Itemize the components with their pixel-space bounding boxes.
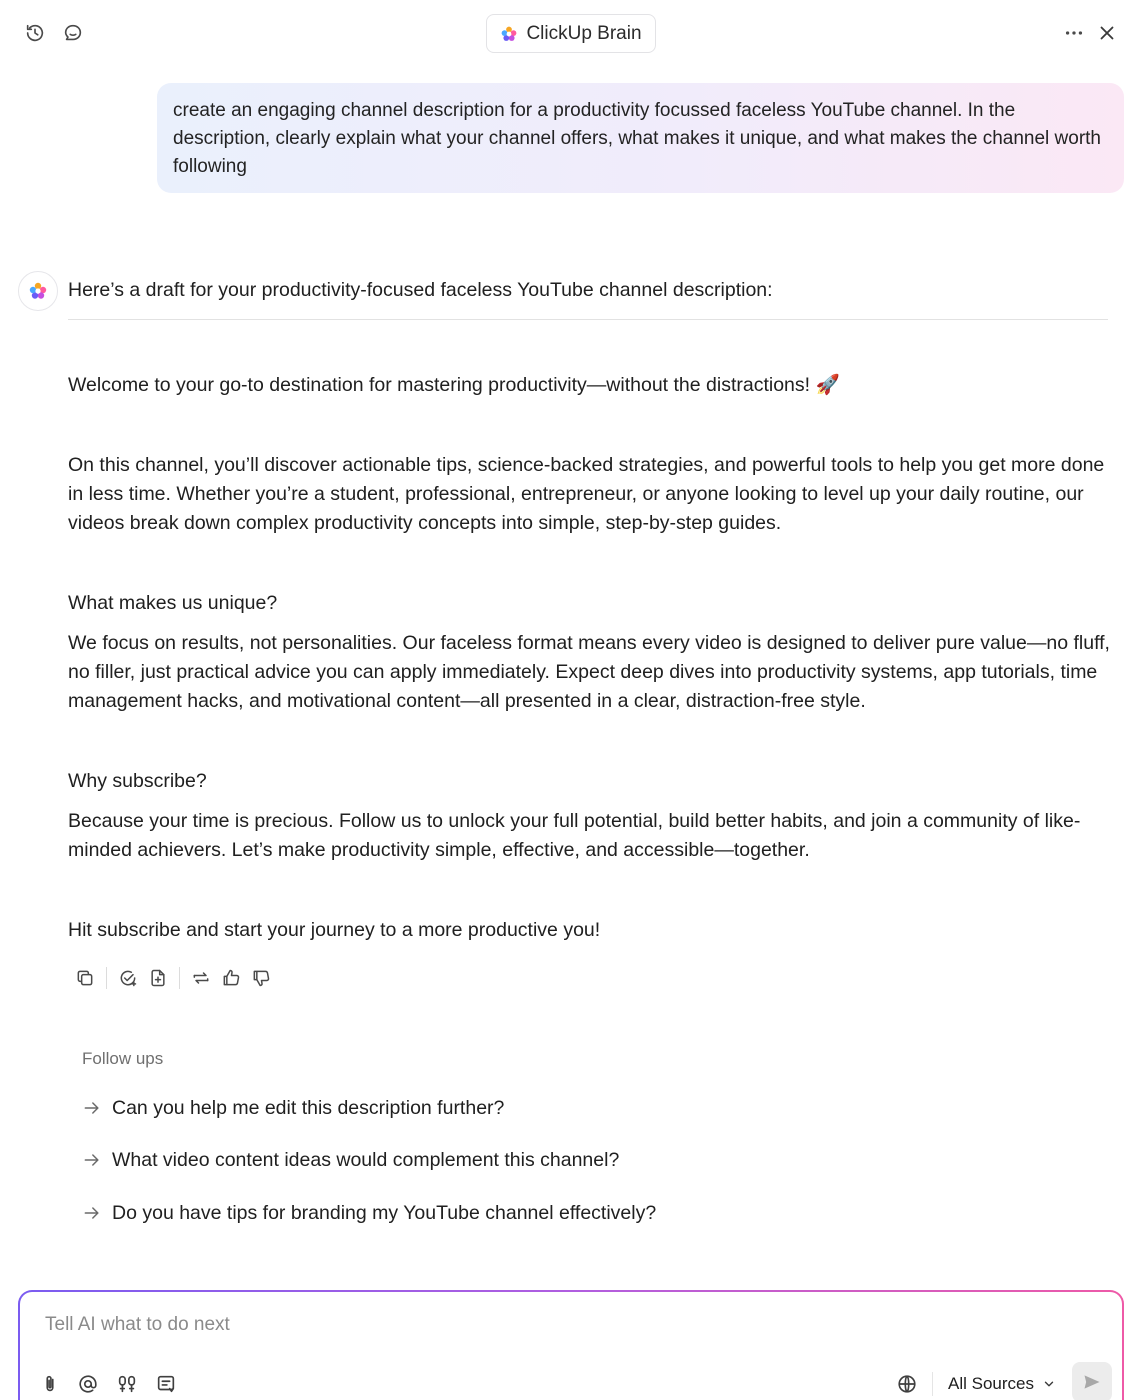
response-paragraph: Hit subscribe and start your journey to a more productive you!: [68, 919, 601, 941]
arrow-right-icon: [82, 1203, 102, 1223]
thumbs-up-icon[interactable]: [216, 963, 246, 993]
create-doc-icon[interactable]: [143, 963, 173, 993]
response-actions: [70, 963, 276, 993]
follow-up-text: Can you help me edit this description further?: [112, 1096, 505, 1119]
globe-icon[interactable]: [893, 1370, 921, 1398]
send-button[interactable]: [1072, 1362, 1112, 1400]
response-paragraph: On this channel, you’ll discover actionable tips, science-backed strategies, and powerful tools to help you get more done in less time. Whether you’re a student, professional, entrepreneur, or anyone looking to level up your daily routine, our videos break down complex productivity concepts into simple, step-by-step guides.: [68, 454, 1105, 534]
response-heading: What makes us unique?: [68, 592, 278, 614]
brand-pill[interactable]: [486, 14, 656, 53]
top-bar: [0, 0, 1136, 66]
response-paragraph: Welcome to your go-to destination for mastering productivity—without the distractions! 🚀: [68, 374, 840, 396]
response-paragraph: We focus on results, not personalities. Our faceless format means every video is designed to deliver pure value—no fluff, no filler, just practical advice you can apply immediately. Expect deep dives into productivity systems, app tutorials, time management hacks, and motivational content—all presented in a clear, distraction-free style.: [68, 632, 1110, 712]
arrow-right-icon: [82, 1098, 102, 1118]
sources-label: All Sources: [948, 1374, 1034, 1393]
attach-icon[interactable]: [36, 1370, 64, 1398]
create-task-icon[interactable]: [113, 963, 143, 993]
follow-up-item[interactable]: [82, 1145, 619, 1175]
follow-up-item[interactable]: [82, 1093, 504, 1123]
response-heading: Why subscribe?: [68, 770, 207, 792]
composer-separator: [932, 1372, 933, 1396]
regenerate-icon[interactable]: [186, 963, 216, 993]
close-icon[interactable]: [1092, 18, 1122, 48]
action-separator: [179, 967, 180, 989]
ai-intro-text: Here’s a draft for your productivity-focused faceless YouTube channel description:: [68, 279, 773, 301]
prompt-template-icon[interactable]: [152, 1370, 180, 1398]
mention-icon[interactable]: [74, 1370, 102, 1398]
follow-ups-label: Follow ups: [82, 1049, 164, 1068]
prompt-input[interactable]: [45, 1312, 945, 1338]
thumbs-down-icon[interactable]: [246, 963, 276, 993]
composer-box: [20, 1292, 1122, 1400]
new-chat-icon[interactable]: [58, 18, 88, 48]
send-icon: [1082, 1372, 1102, 1392]
tools-icon[interactable]: [113, 1370, 141, 1398]
ai-avatar: [18, 271, 58, 311]
app-title: ClickUp Brain: [526, 22, 642, 44]
history-icon[interactable]: [20, 18, 50, 48]
arrow-right-icon: [82, 1150, 102, 1170]
chevron-down-icon: [1042, 1377, 1056, 1391]
more-options-icon[interactable]: [1059, 18, 1089, 48]
sources-dropdown[interactable]: [948, 1370, 1056, 1398]
follow-up-text: Do you have tips for branding my YouTube channel effectively?: [112, 1201, 657, 1224]
response-paragraph: Because your time is precious. Follow us to unlock your full potential, build better habits, and join a community of like-minded achievers. Let’s make productivity simple, effective, and accessible—together.: [68, 810, 1081, 861]
action-separator: [106, 967, 107, 989]
response-divider: [68, 319, 1108, 320]
copy-icon[interactable]: [70, 963, 100, 993]
brain-logo-icon: [28, 281, 48, 301]
follow-up-text: What video content ideas would complement this channel?: [112, 1148, 620, 1171]
user-message: create an engaging channel description for a productivity focussed faceless YouTube channel. In the description, clearly explain what your channel offers, what makes it unique, and what makes the channel worth following: [157, 83, 1124, 193]
brain-logo-icon: [500, 25, 518, 43]
follow-up-item[interactable]: [82, 1198, 656, 1228]
composer: [18, 1290, 1124, 1400]
